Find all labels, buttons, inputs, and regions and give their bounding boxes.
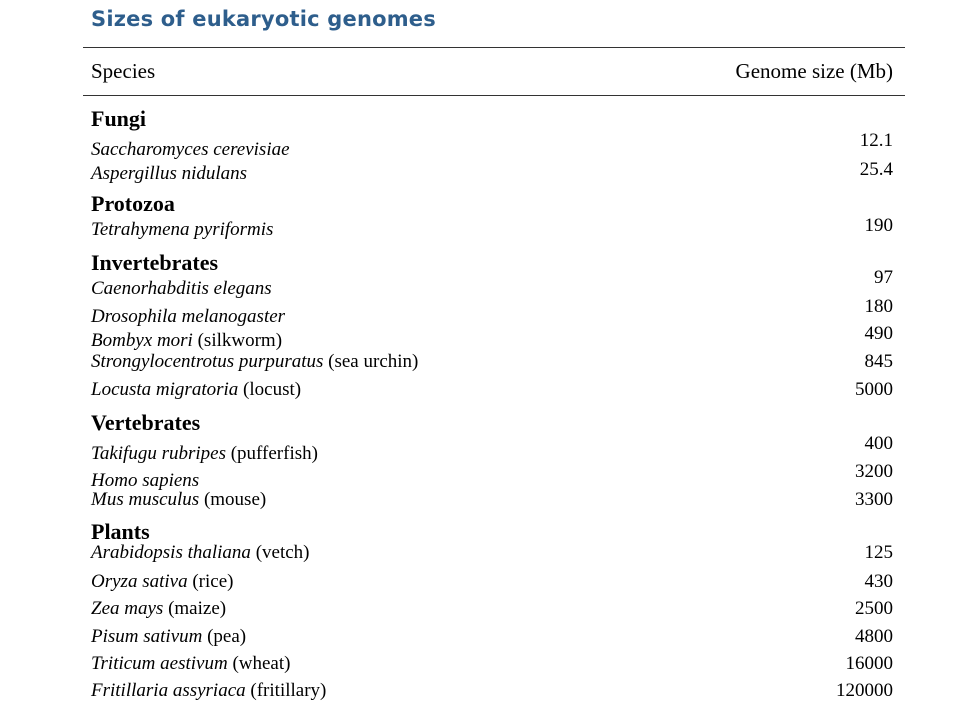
genome-size-value: 5000 xyxy=(855,379,893,400)
species-name xyxy=(91,331,282,350)
genome-size-value: 120000 xyxy=(836,680,893,701)
species-name xyxy=(91,543,310,562)
group-heading-fungi: Fungi xyxy=(91,106,147,131)
species-column-header: Species xyxy=(91,59,156,83)
species-name xyxy=(91,380,301,399)
genome-size-value: 430 xyxy=(864,571,893,592)
species-common-name: (wheat) xyxy=(227,653,291,674)
species-latin-name: Caenorhabditis elegans xyxy=(91,278,272,299)
genome-size-value: 25.4 xyxy=(859,159,893,180)
species-name xyxy=(91,599,226,618)
genome-size-value: 16000 xyxy=(845,653,893,674)
species-latin-name: Zea mays xyxy=(91,598,164,619)
species-latin-name: Arabidopsis thaliana xyxy=(91,542,251,563)
species-common-name: (vetch) xyxy=(250,542,310,563)
slide-title: Sizes of eukaryotic genomes xyxy=(91,7,436,31)
species-common-name: (mouse) xyxy=(199,489,267,510)
group-heading-protozoa: Protozoa xyxy=(91,191,175,216)
species-name xyxy=(91,627,246,646)
genome-size-value: 490 xyxy=(864,323,893,344)
species-common-name: (maize) xyxy=(163,598,227,619)
species-name xyxy=(91,164,247,183)
species-latin-name: Mus musculus xyxy=(91,489,200,510)
species-name xyxy=(91,444,318,463)
species-name xyxy=(91,471,199,490)
group-heading-invertebrates: Invertebrates xyxy=(91,250,219,275)
species-latin-name: Takifugu rubripes xyxy=(91,443,226,464)
genome-size-value: 3300 xyxy=(855,489,893,510)
group-heading-vertebrates: Vertebrates xyxy=(91,410,201,435)
genome-size-value: 125 xyxy=(864,542,893,563)
genome-size-value: 3200 xyxy=(855,461,893,482)
species-latin-name: Fritillaria assyriaca xyxy=(91,680,246,701)
genome-size-value: 12.1 xyxy=(859,130,893,151)
genome-size-value: 180 xyxy=(864,296,893,317)
genome-size-value: 190 xyxy=(864,215,893,236)
header-bottom-rule xyxy=(83,95,905,96)
species-name xyxy=(91,681,326,700)
species-latin-name: Pisum sativum xyxy=(91,626,203,647)
species-common-name: (locust) xyxy=(238,379,302,400)
species-common-name: (pufferfish) xyxy=(225,443,318,464)
species-latin-name: Triticum aestivum xyxy=(91,653,228,674)
species-latin-name: Drosophila melanogaster xyxy=(91,306,286,327)
species-common-name: (silkworm) xyxy=(192,330,283,351)
header-top-rule xyxy=(83,47,905,48)
species-name xyxy=(91,352,418,371)
genome-size-value: 4800 xyxy=(855,626,893,647)
genome-size-value: 97 xyxy=(874,267,893,288)
species-name xyxy=(91,654,290,673)
species-name xyxy=(91,279,272,298)
species-latin-name: Strongylocentrotus purpuratus xyxy=(91,351,324,372)
species-latin-name: Oryza sativa xyxy=(91,571,188,592)
species-name xyxy=(91,140,290,159)
species-common-name: (fritillary) xyxy=(245,680,327,701)
species-latin-name: Aspergillus nidulans xyxy=(91,163,248,184)
genome-size-value: 400 xyxy=(864,433,893,454)
species-latin-name: Saccharomyces cerevisiae xyxy=(91,139,290,160)
species-latin-name: Tetrahymena pyriformis xyxy=(91,219,274,240)
group-heading-plants: Plants xyxy=(91,519,150,544)
species-common-name: (sea urchin) xyxy=(323,351,419,372)
species-latin-name: Locusta migratoria xyxy=(91,379,239,400)
genome-size-value: 2500 xyxy=(855,598,893,619)
species-common-name: (pea) xyxy=(202,626,247,647)
genome-size-value: 845 xyxy=(864,351,893,372)
species-name xyxy=(91,572,233,591)
species-common-name: (rice) xyxy=(187,571,234,592)
species-name xyxy=(91,490,266,509)
species-name xyxy=(91,220,273,239)
species-latin-name: Bombyx mori xyxy=(91,330,193,351)
species-name xyxy=(91,307,285,326)
species-latin-name: Homo sapiens xyxy=(91,470,200,491)
genome-size-column-header: Genome size (Mb) xyxy=(735,59,893,83)
